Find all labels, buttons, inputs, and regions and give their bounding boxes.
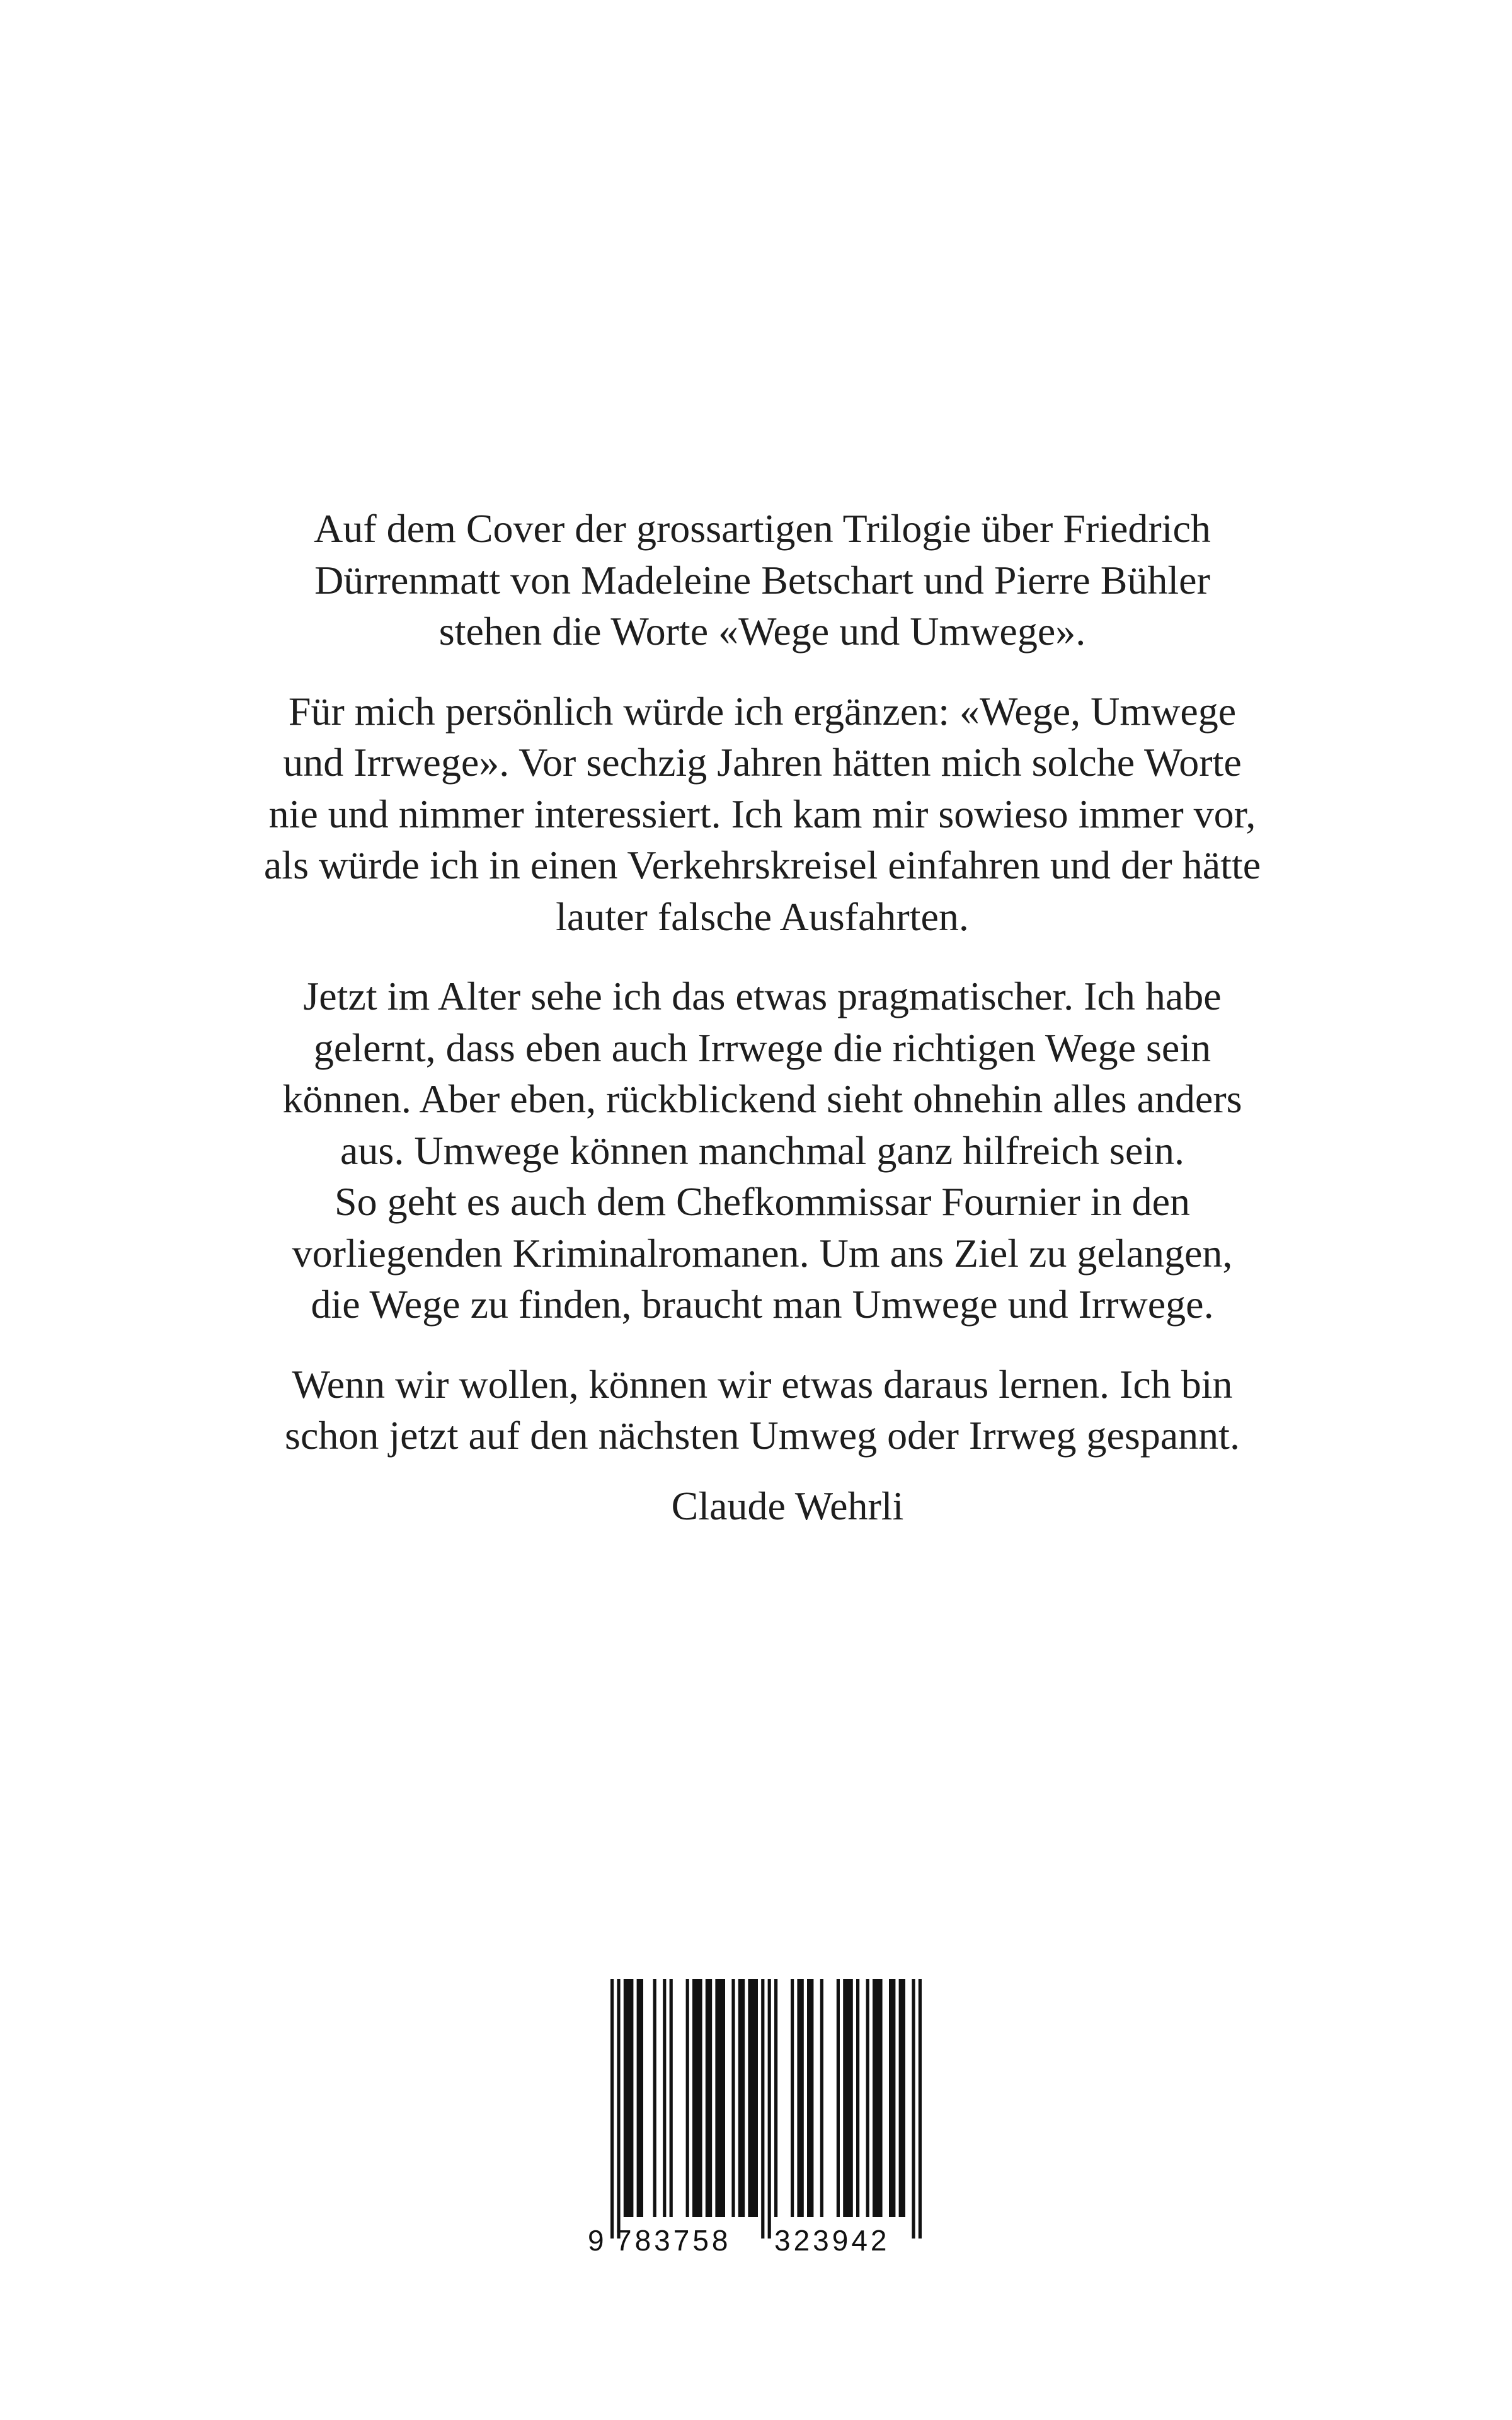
text-line: lauter falsche Ausfahrten. xyxy=(556,894,969,939)
barcode-bar xyxy=(899,1979,905,2217)
text-line: Auf dem Cover der grossartigen Trilogie über Friedrich xyxy=(314,506,1211,551)
paragraph-1 xyxy=(189,503,1336,657)
text-line: gelernt, dass eben auch Irrwege die richtigen Wege sein xyxy=(313,1025,1211,1070)
text-line: nie und nimmer interessiert. Ich kam mir sowieso immer vor, xyxy=(268,791,1256,836)
text-line: vorliegenden Kriminalromanen. Um ans Ziel zu gelangen, xyxy=(292,1230,1233,1276)
text-line: Jetzt im Alter sehe ich das etwas pragmatischer. Ich habe xyxy=(303,974,1222,1018)
isbn-left-group: 783758 xyxy=(616,2224,731,2257)
text-line: stehen die Worte «Wege und Umwege». xyxy=(438,609,1086,654)
barcode-bar xyxy=(820,1979,823,2217)
barcode-bar xyxy=(873,1979,883,2217)
barcode-bar xyxy=(653,1979,656,2217)
isbn-lead-digit: 9 xyxy=(588,2224,604,2257)
text-line: schon jetzt auf den nächsten Umweg oder Irrweg gespannt. xyxy=(285,1413,1240,1458)
barcode-bar xyxy=(692,1979,702,2217)
barcode-bar xyxy=(889,1979,895,2217)
text-line: können. Aber eben, rückblickend sieht ohnehin alles anders xyxy=(282,1076,1242,1121)
blurb-text xyxy=(189,503,1336,1531)
paragraph-4 xyxy=(189,1359,1336,1461)
barcode-bar xyxy=(866,1979,869,2217)
barcode-bar xyxy=(670,1979,673,2217)
barcode-bar xyxy=(637,1979,643,2217)
author-signature: Claude Wehrli xyxy=(671,1483,904,1528)
barcode-bars xyxy=(588,1979,941,2256)
barcode-bar xyxy=(797,1979,803,2217)
barcode-guard-bar xyxy=(912,1979,915,2238)
barcode-bar xyxy=(731,1979,735,2217)
barcode-bar xyxy=(748,1979,758,2217)
isbn-barcode xyxy=(588,1979,941,2256)
barcode-bar xyxy=(686,1979,689,2217)
barcode-bar xyxy=(715,1979,725,2217)
isbn-right-group: 323942 xyxy=(774,2224,890,2257)
barcode-guard-bar xyxy=(761,1979,764,2238)
barcode-bar xyxy=(774,1979,777,2217)
barcode-guard-bar xyxy=(617,1979,620,2238)
text-line: Wenn wir wollen, können wir etwas daraus lernen. Ich bin xyxy=(292,1361,1233,1407)
text-line: Dürrenmatt von Madeleine Betschart und Pierre Bühler xyxy=(314,557,1210,602)
barcode-guard-bar xyxy=(768,1979,771,2238)
text-line: Für mich persönlich würde ich ergänzen: «Wege, Umwege xyxy=(288,688,1237,734)
paragraph-3 xyxy=(189,971,1336,1330)
barcode-bar xyxy=(663,1979,666,2217)
barcode-bar xyxy=(856,1979,859,2217)
barcode-bar xyxy=(837,1979,840,2217)
barcode-guard-bar xyxy=(610,1979,614,2238)
barcode-bar xyxy=(624,1979,634,2217)
text-line: und Irrwege». Vor sechzig Jahren hätten mich solche Worte xyxy=(283,740,1242,785)
barcode-bar xyxy=(706,1979,712,2217)
barcode-bar xyxy=(843,1979,853,2217)
text-line: als würde ich in einen Verkehrskreisel einfahren und der hätte xyxy=(263,843,1261,887)
barcode-bar xyxy=(807,1979,813,2217)
text-line: aus. Umwege können manchmal ganz hilfreich sein. xyxy=(340,1127,1184,1173)
barcode-bar xyxy=(791,1979,794,2217)
text-line: So geht es auch dem Chefkommissar Fournier in den xyxy=(335,1179,1190,1224)
text-line: die Wege zu finden, braucht man Umwege und Irrwege. xyxy=(311,1282,1214,1327)
barcode-guard-bar xyxy=(919,1979,922,2238)
barcode-bar xyxy=(738,1979,745,2217)
paragraph-2 xyxy=(189,686,1336,943)
